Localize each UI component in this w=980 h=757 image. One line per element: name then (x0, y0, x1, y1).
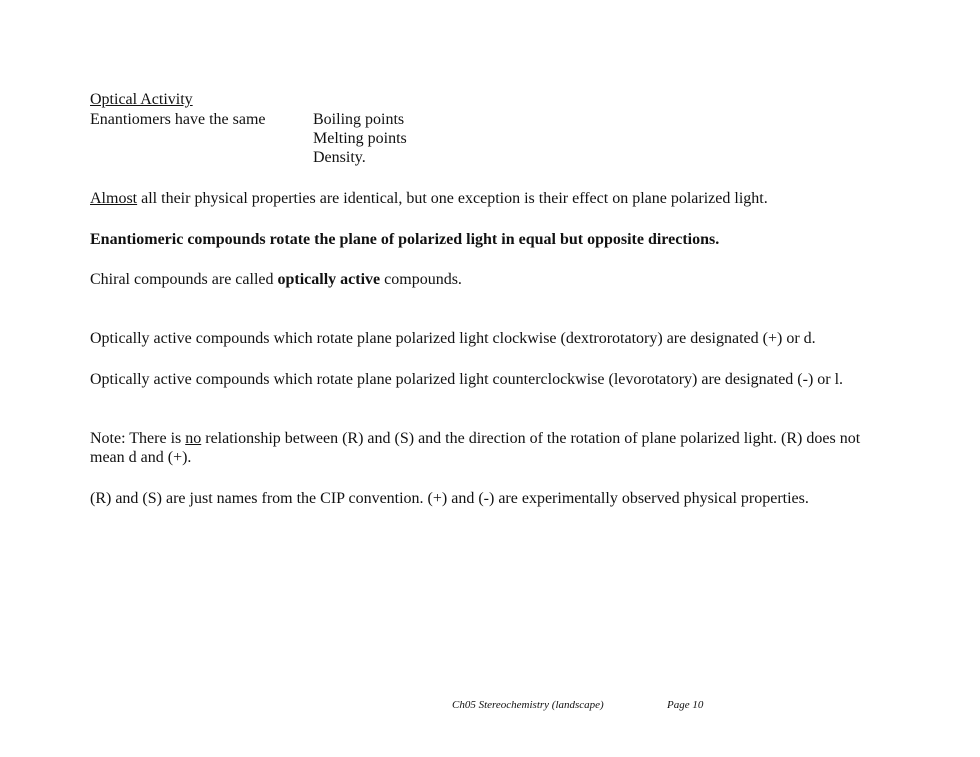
footer-page-number: Page 10 (667, 699, 704, 711)
section-heading: Optical Activity (90, 91, 193, 108)
paragraph-note (90, 429, 890, 467)
properties-intro: Enantiomers have the same (90, 111, 266, 128)
properties-list (313, 110, 407, 167)
property-boiling-points: Boiling points (313, 111, 405, 128)
paragraph-levorotatory: Optically active compounds which rotate plane polarized light counterclockwise (levorotatory) are designated (-) or l. (90, 371, 844, 388)
paragraph-text: relationship between (R) and (S) and the direction of the rotation of plane polarized light. (R) does not mean d and (+). (90, 430, 861, 466)
paragraph-text: all their physical properties are identical, but one exception is their effect on plane polarized light. (137, 190, 768, 207)
paragraph-text: Chiral compounds are called (90, 271, 278, 288)
paragraph-enantiomeric-rotation: Enantiomeric compounds rotate the plane of polarized light in equal but opposite directions. (90, 231, 720, 248)
emphasis-almost: Almost (90, 190, 138, 207)
paragraph-physical-properties (90, 189, 890, 208)
paragraph-dextrorotatory: Optically active compounds which rotate plane polarized light clockwise (dextrorotatory) are designated (+) or d. (90, 330, 816, 347)
paragraph-cip-convention: (R) and (S) are just names from the CIP convention. (+) and (-) are experimentally observed physical properties. (90, 490, 809, 507)
footer-chapter: Ch05 Stereochemistry (landscape) (452, 699, 604, 711)
property-melting-points: Melting points (313, 130, 407, 147)
paragraph-optically-active (90, 270, 890, 289)
term-optically-active: optically active (277, 271, 381, 288)
emphasis-no: no (185, 430, 202, 447)
paragraph-text: compounds. (380, 271, 462, 288)
property-density: Density. (313, 149, 366, 166)
paragraph-text: Note: There is (90, 430, 186, 447)
